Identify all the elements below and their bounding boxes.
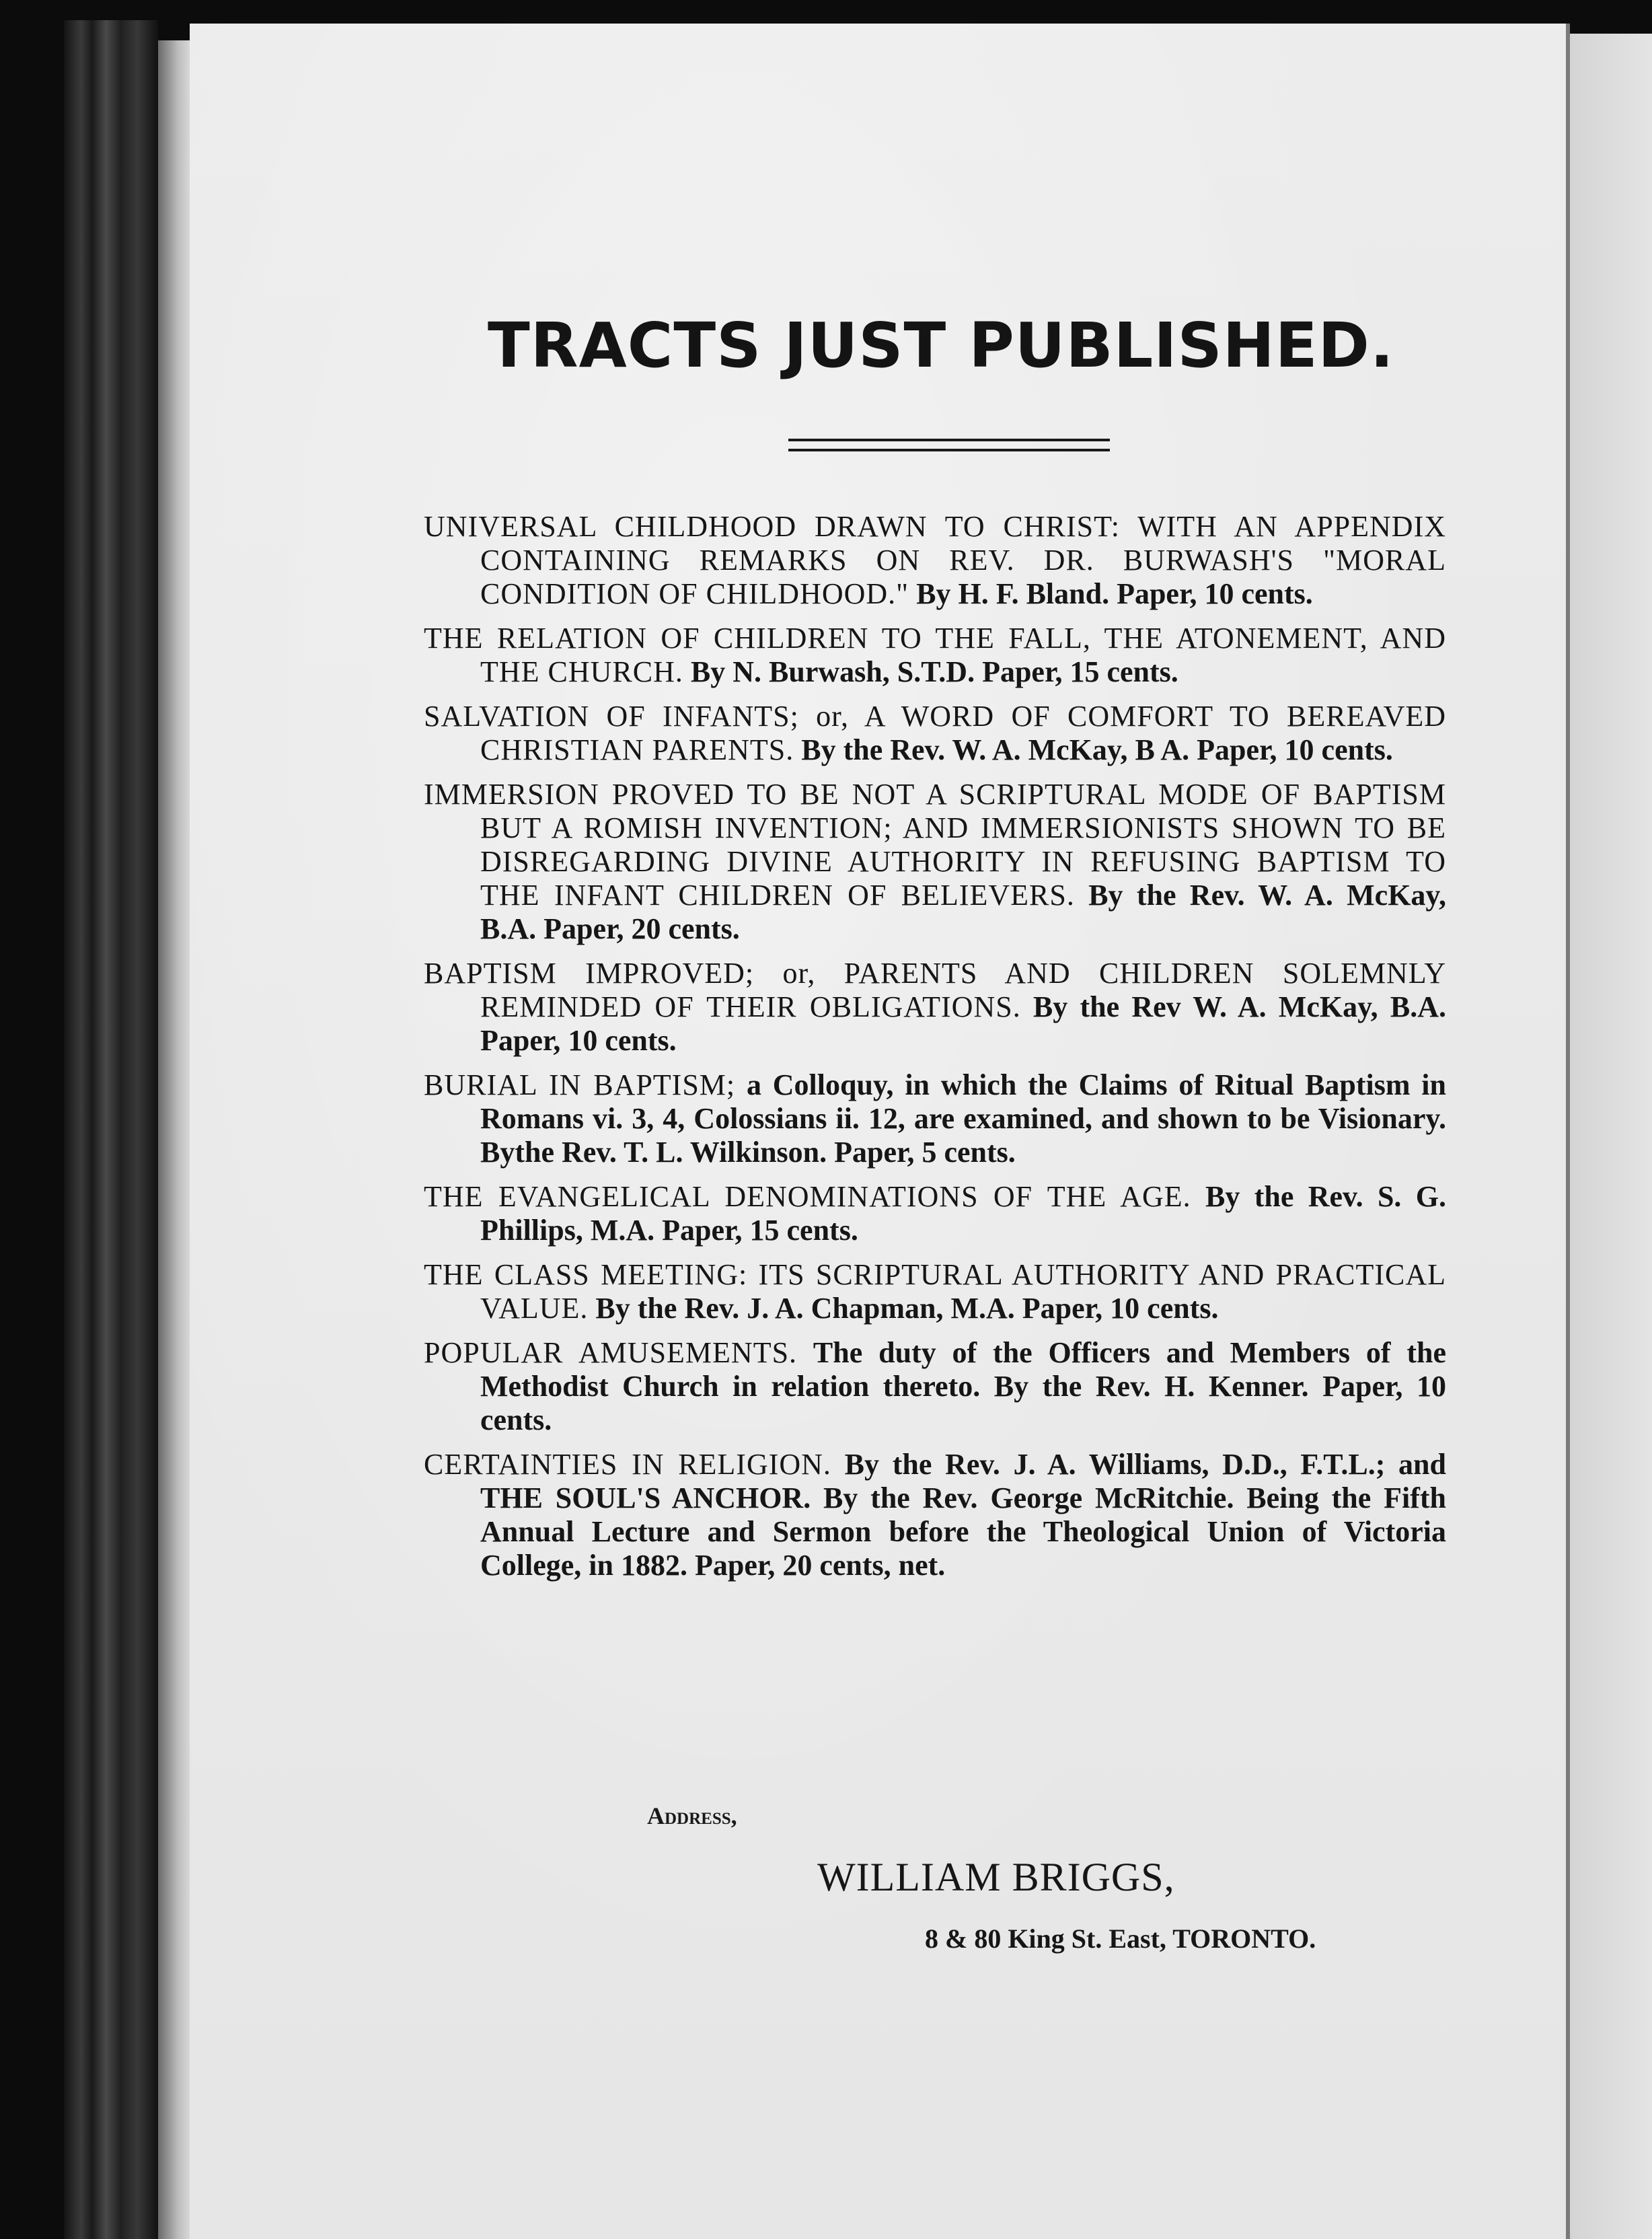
tract-list: [424, 510, 1446, 1593]
address-label: Address,: [647, 1802, 737, 1829]
tract-entry: [424, 510, 1446, 611]
tract-title: THE RELATION OF CHILDREN TO THE FALL, THE ATONEMENT, AND THE CHURCH.: [424, 622, 1446, 688]
tract-title: BAPTISM IMPROVED; or, PARENTS AND CHILDREN SOLEMNLY REMINDED OF THEIR OBLIGATIONS.: [424, 957, 1446, 1023]
tract-title: UNIVERSAL CHILDHOOD DRAWN TO CHRIST: WITH AN APPENDIX CONTAINING REMARKS ON REV. DR. BURWASH'S "MORAL CONDITION OF CHILDHOOD.": [424, 510, 1446, 610]
tract-entry: [424, 1258, 1446, 1325]
publisher-name: WILLIAM BRIGGS,: [817, 1855, 1175, 1899]
tract-entry: [424, 778, 1446, 946]
tract-details: a Colloquy, in which the Claims of Ritual Baptism in Romans vi. 3, 4, Colossians ii. 12, are examined, and shown to be Visionary. Bythe Rev. T. L. Wilkinson. Paper, 5 cents.: [480, 1068, 1446, 1169]
publisher-address: 8 & 80 King St. East, TORONTO.: [925, 1923, 1316, 1954]
tract-title: THE EVANGELICAL DENOMINATIONS OF THE AGE.: [424, 1180, 1191, 1213]
tract-title: BURIAL IN BAPTISM;: [424, 1068, 736, 1101]
tract-details: By the Rev. J. A. Chapman, M.A. Paper, 10 cents.: [595, 1292, 1219, 1325]
book-spine: [64, 20, 158, 2239]
tract-entry: [424, 1068, 1446, 1169]
tract-title: IMMERSION PROVED TO BE NOT A SCRIPTURAL MODE OF BAPTISM BUT A ROMISH INVENTION; AND IMMERSIONISTS SHOWN TO BE DISREGARDING DIVINE AUTHORITY IN REFUSING BAPTISM TO THE INFANT CHILDREN OF BELIEVERS.: [424, 778, 1446, 912]
tract-entry: [424, 700, 1446, 767]
tract-details: The duty of the Officers and Members of the Methodist Church in relation thereto. By the Rev. H. Kenner. Paper, 10 cents.: [480, 1336, 1447, 1436]
tract-entry: [424, 1448, 1446, 1582]
tract-details: By the Rev. W. A. McKay, B.A. Paper, 20 cents.: [480, 879, 1447, 945]
title-rule-top: [788, 439, 1110, 441]
tract-title: POPULAR AMUSEMENTS.: [424, 1336, 798, 1369]
adjacent-page: [1570, 34, 1652, 2239]
tract-details: By the Rev W. A. McKay, B.A. Paper, 10 cents.: [480, 990, 1447, 1057]
tract-details: By the Rev. J. A. Williams, D.D., F.T.L.; and THE SOUL'S ANCHOR. By the Rev. George McRitchie. Being the Fifth Annual Lecture and Sermon before the Theological Union of Victoria College, in 1882. Paper, 20 cents, net.: [480, 1448, 1446, 1582]
tract-entry: [424, 1180, 1446, 1247]
tract-title: SALVATION OF INFANTS; or, A WORD OF COMFORT TO BEREAVED CHRISTIAN PARENTS.: [424, 700, 1446, 766]
tract-details: By the Rev. W. A. McKay, B A. Paper, 10 cents.: [801, 733, 1393, 766]
tract-details: By H. F. Bland. Paper, 10 cents.: [916, 577, 1313, 610]
page-stack-edge: [158, 40, 192, 2239]
title-rule-bottom: [788, 449, 1110, 451]
tract-title: CERTAINTIES IN RELIGION.: [424, 1448, 831, 1481]
page-fold-shadow: [1566, 24, 1570, 2239]
page-title: TRACTS JUST PUBLISHED.: [488, 309, 1394, 381]
tract-details: By the Rev. S. G. Phillips, M.A. Paper, 15 cents.: [480, 1180, 1447, 1247]
tract-entry: [424, 1336, 1446, 1437]
background-gap: [1570, 0, 1652, 34]
tract-entry: [424, 957, 1446, 1058]
tract-details: By N. Burwash, S.T.D. Paper, 15 cents.: [690, 655, 1178, 688]
tract-title: THE CLASS MEETING: ITS SCRIPTURAL AUTHORITY AND PRACTICAL VALUE.: [424, 1258, 1446, 1325]
tract-entry: [424, 622, 1446, 689]
